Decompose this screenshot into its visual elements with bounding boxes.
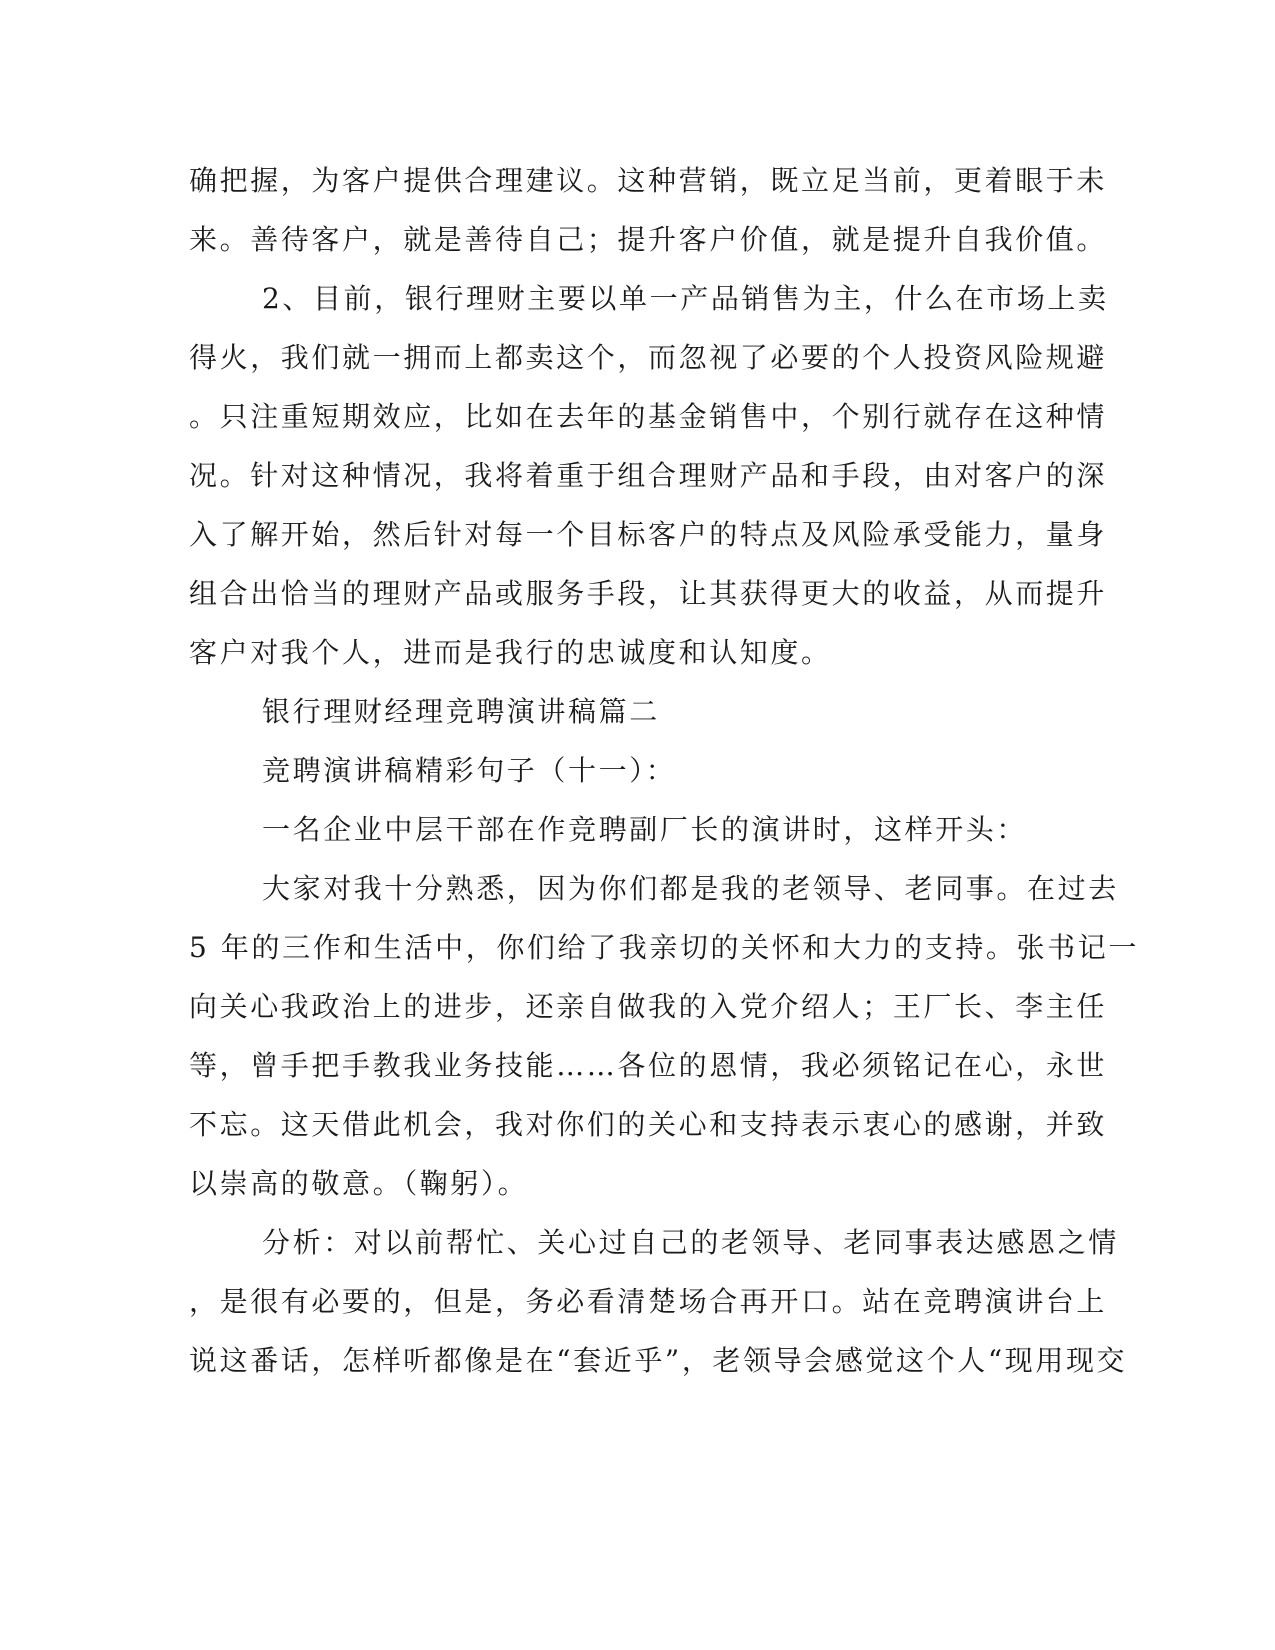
text-line: 说这番话，怎样听都像是在“套近乎”，老领导会感觉这个人“现用现交 [189, 1344, 1128, 1377]
text-line: 不忘。这天借此机会，我对你们的关心和支持表示衷心的感谢，并致 [189, 1108, 1108, 1141]
text-line: 来。善待客户，就是善待自己；提升客户价值，就是提升自我价值。 [189, 223, 1108, 256]
text-line: 一名企业中层干部在作竞聘副厂长的演讲时，这样开头： [262, 813, 1028, 846]
section-heading: 银行理财经理竞聘演讲稿篇二 [262, 695, 660, 728]
text-line: 以崇高的敬意。（鞠躬）。 [189, 1167, 529, 1200]
text-line: ，是很有必要的，但是，务必看清楚场合再开口。站在竞聘演讲台上 [189, 1285, 1108, 1318]
text-line: 组合出恰当的理财产品或服务手段，让其获得更大的收益，从而提升 [189, 577, 1108, 610]
text-line: 。只注重短期效应，比如在去年的基金销售中，个别行就存在这种情 [189, 400, 1108, 433]
text-line: 分析：对以前帮忙、关心过自己的老领导、老同事表达感恩之情 [262, 1226, 1119, 1259]
text-line: 大家对我十分熟悉，因为你们都是我的老领导、老同事。在过去 [262, 872, 1119, 905]
text-line: 2、目前，银行理财主要以单一产品销售为主，什么在市场上卖 [262, 282, 1109, 315]
text-line: 况。针对这种情况，我将着重于组合理财产品和手段，由对客户的深 [189, 459, 1108, 492]
text-line: 确把握，为客户提供合理建议。这种营销，既立足当前，更着眼于未 [189, 164, 1108, 197]
text-line: 入了解开始，然后针对每一个目标客户的特点及风险承受能力，量身 [189, 518, 1108, 551]
text-line: 竞聘演讲稿精彩句子（十一）： [262, 754, 677, 787]
text-line: 5 年的三作和生活中，你们给了我亲切的关怀和大力的支持。张书记一 [189, 931, 1139, 964]
text-line: 得火，我们就一拥而上都卖这个，而忽视了必要的个人投资风险规避 [189, 341, 1108, 374]
text-line: 客户对我个人，进而是我行的忠诚度和认知度。 [189, 636, 832, 669]
text-line: 向关心我政治上的进步，还亲自做我的入党介绍人；王厂长、李主任 [189, 990, 1108, 1023]
text-line: 等，曾手把手教我业务技能……各位的恩情，我必须铭记在心，永世 [189, 1049, 1108, 1082]
